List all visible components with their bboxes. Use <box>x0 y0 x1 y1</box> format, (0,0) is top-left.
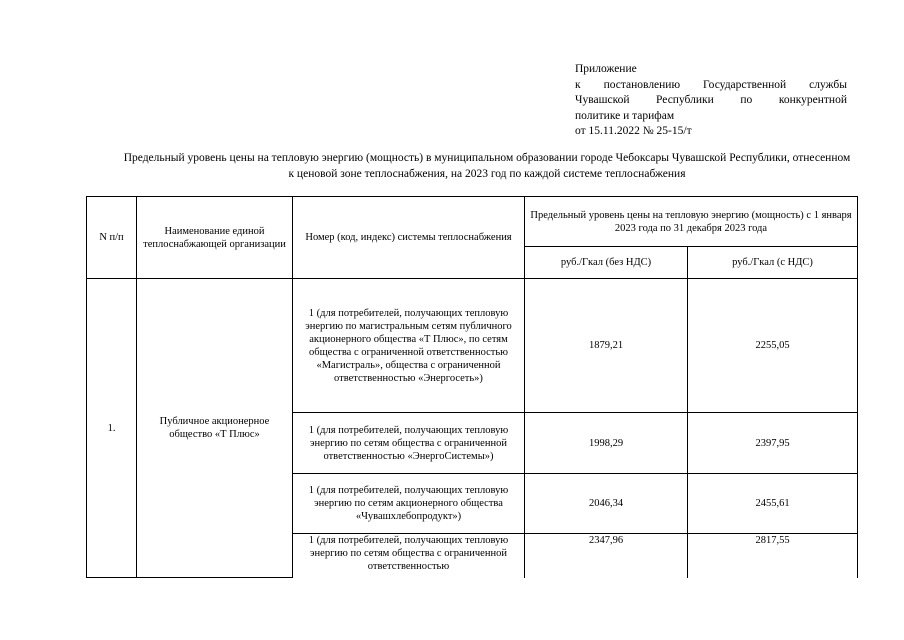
header-no-vat: руб./Гкал (без НДС) <box>525 247 688 279</box>
price-with-vat: 2255,05 <box>688 279 858 413</box>
annex-line-3: Чувашской Республики по конкурентной <box>575 94 847 106</box>
annex-line-1: Приложение <box>575 63 637 75</box>
organization-name: Публичное акционерное общество «Т Плюс» <box>137 279 293 578</box>
system-cell: 1 (для потребителей, получающих тепловую энергию по магистральным сетям публичного акционерного общества «Т Плюс», по сетям общества с ограниченной ответственностью «Магистраль», общества с ограниченной ответственностью «Энергосеть») <box>293 279 525 413</box>
header-price: Предельный уровень цены на тепловую энергию (мощность) с 1 января 2023 года по 31 декабря 2023 года <box>525 197 858 247</box>
header-vat: руб./Гкал (с НДС) <box>688 247 858 279</box>
price-with-vat: 2817,55 <box>688 534 858 578</box>
system-cell: 1 (для потребителей, получающих тепловую энергию по сетям общества с ограниченной ответственностью <box>293 534 525 578</box>
header-num: N п/п <box>87 197 137 279</box>
price-no-vat: 2347,96 <box>525 534 688 578</box>
system-cell: 1 (для потребителей, получающих тепловую энергию по сетям общества с ограниченной ответственностью «ЭнергоСистемы») <box>293 413 525 474</box>
header-system: Номер (код, индекс) системы теплоснабжения <box>293 197 525 279</box>
tariff-table <box>86 196 858 578</box>
header-org: Наименование единой теплоснабжающей организации <box>137 197 293 279</box>
price-with-vat: 2455,61 <box>688 474 858 534</box>
table-row <box>87 279 858 413</box>
annex-line-2: к постановлению Государственной службы <box>575 78 847 91</box>
price-no-vat: 1998,29 <box>525 413 688 474</box>
price-no-vat: 2046,34 <box>525 474 688 534</box>
price-no-vat: 1879,21 <box>525 279 688 413</box>
system-cell: 1 (для потребителей, получающих тепловую энергию по сетям акционерного общества «Чувашхлебопродукт») <box>293 474 525 534</box>
document-title: Предельный уровень цены на тепловую энергию (мощность) в муниципальном образовании городе Чебоксары Чувашской Республики, отнесенном к ценовой зоне теплоснабжения, на 2023 год по каждой системе теплоснабжения <box>123 152 851 180</box>
annex-line-4: политике и тарифам <box>575 109 675 122</box>
price-with-vat: 2397,95 <box>688 413 858 474</box>
annex-block <box>575 62 847 140</box>
annex-line-5: от 15.11.2022 № 25-15/т <box>575 125 692 137</box>
table-header-row <box>87 197 858 247</box>
row-number: 1. <box>87 279 137 578</box>
